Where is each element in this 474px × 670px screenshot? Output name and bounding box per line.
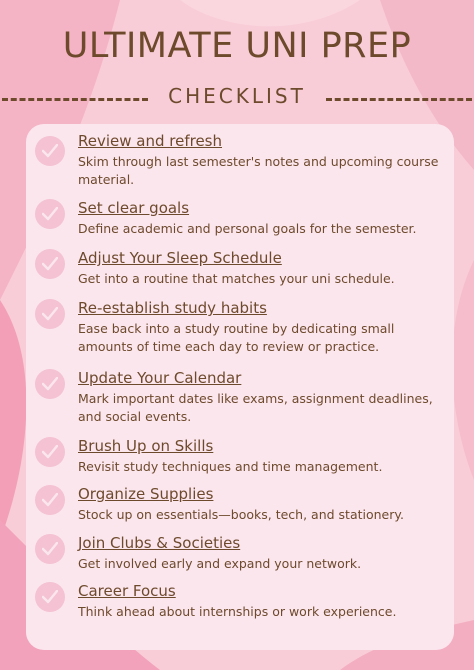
item-description: Get involved early and expand your network. [78, 556, 362, 571]
dashed-divider-right [326, 98, 472, 101]
check-icon[interactable] [35, 534, 65, 564]
item-description: Mark important dates like exams, assignment deadlines, and social events. [78, 391, 433, 424]
item-heading: Update Your Calendar [78, 369, 242, 387]
item-heading: Adjust Your Sleep Schedule [78, 249, 282, 267]
item-description: Think ahead about internships or work experience. [78, 604, 397, 619]
item-heading: Organize Supplies [78, 485, 214, 503]
item-heading: Join Clubs & Societies [78, 534, 241, 552]
check-icon[interactable] [35, 582, 65, 612]
item-heading: Re-establish study habits [78, 299, 267, 317]
check-icon[interactable] [35, 437, 65, 467]
check-icon[interactable] [35, 249, 65, 279]
check-icon[interactable] [35, 369, 65, 399]
item-description: Get into a routine that matches your uni schedule. [78, 271, 395, 286]
page-title: ULTIMATE UNI PREP [62, 26, 412, 66]
page-subtitle: CHECKLIST [168, 84, 306, 108]
check-icon[interactable] [35, 485, 65, 515]
item-description: Revisit study techniques and time management. [78, 459, 383, 474]
item-description: Stock up on essentials—books, tech, and stationery. [78, 507, 404, 522]
check-icon[interactable] [35, 199, 65, 229]
item-heading: Review and refresh [78, 132, 223, 150]
dashed-divider-left [2, 98, 148, 101]
item-heading: Set clear goals [78, 199, 190, 217]
check-icon[interactable] [35, 136, 65, 166]
checklist-card [26, 124, 454, 650]
item-description: Skim through last semester's notes and upcoming course material. [78, 154, 439, 187]
check-icon[interactable] [35, 299, 65, 329]
item-heading: Career Focus [78, 582, 176, 600]
item-description: Define academic and personal goals for the semester. [78, 221, 417, 236]
item-heading: Brush Up on Skills [78, 437, 214, 455]
item-description: Ease back into a study routine by dedicating small amounts of time each day to review or practice. [78, 321, 395, 354]
subtitle-row [0, 84, 474, 114]
